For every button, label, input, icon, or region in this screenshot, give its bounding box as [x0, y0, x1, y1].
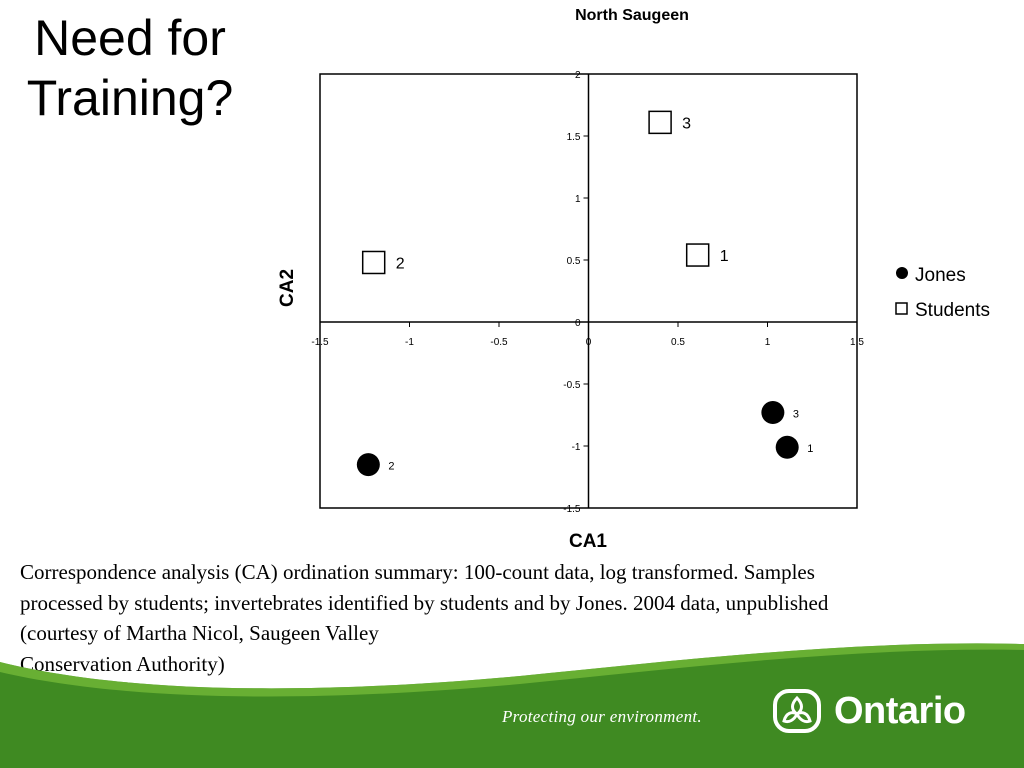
jones-point-marker [357, 453, 380, 476]
y-tick-label: -1.5 [563, 504, 581, 515]
slide-title-line-1: Need for [34, 10, 226, 66]
jones-point-label: 3 [792, 408, 799, 421]
ontario-wordmark: Ontario [834, 690, 966, 732]
y-tick-label: 1.5 [566, 132, 581, 143]
y-axis-label: CA2 [277, 268, 298, 308]
footer-green-band [0, 600, 1024, 768]
y-tick-label: 0 [574, 318, 581, 329]
x-tick-label: 0 [585, 337, 592, 348]
x-tick-label: 1 [764, 337, 771, 348]
students-point-marker [687, 244, 709, 266]
x-tick-label: -0.5 [490, 337, 508, 348]
y-tick-label: -0.5 [563, 380, 581, 391]
y-tick-label: 2 [574, 70, 581, 81]
x-axis-label: CA1 [568, 531, 608, 552]
points-layer [357, 111, 813, 476]
legend-jones-marker [896, 267, 908, 279]
students-point-marker [649, 111, 671, 133]
legend-students-label: Students [915, 300, 990, 321]
trillium-logo-icon [772, 688, 822, 734]
legend-students-marker [896, 303, 907, 314]
legend-jones-label: Jones [915, 265, 966, 286]
y-tick-label: 1 [574, 194, 581, 205]
caption-line-3: (courtesy of Martha Nicol, Saugeen Valley [20, 621, 379, 645]
students-point-label: 3 [682, 115, 692, 133]
footer-tagline: Protecting our environment. [502, 707, 702, 726]
y-tick-label: -1 [571, 442, 581, 453]
x-tick-label: -1.5 [311, 337, 329, 348]
x-tick-label: 0.5 [671, 337, 685, 348]
chart-title: North Saugeen [575, 7, 689, 24]
legend [896, 265, 990, 321]
jones-point-label: 2 [388, 460, 395, 473]
students-point-label: 1 [719, 248, 729, 266]
y-tick-label: 0.5 [566, 256, 581, 267]
slide-title-line-2: Training? [26, 70, 234, 126]
jones-point-marker [761, 401, 784, 424]
caption-line-2: processed by students; invertebrates identified by students and by Jones. 2004 data, unpublished [20, 590, 829, 615]
jones-point-marker [776, 436, 799, 459]
students-point-label: 2 [395, 255, 405, 273]
x-tick-label: 1.5 [850, 337, 864, 348]
x-tick-label: -1 [405, 337, 414, 348]
caption-line-4: Conservation Authority) [20, 651, 225, 676]
caption-line-1: Correspondence analysis (CA) ordination summary: 100-count data, log transformed. Samples [20, 560, 815, 584]
students-point-marker [363, 251, 385, 273]
jones-point-label: 1 [807, 443, 814, 456]
